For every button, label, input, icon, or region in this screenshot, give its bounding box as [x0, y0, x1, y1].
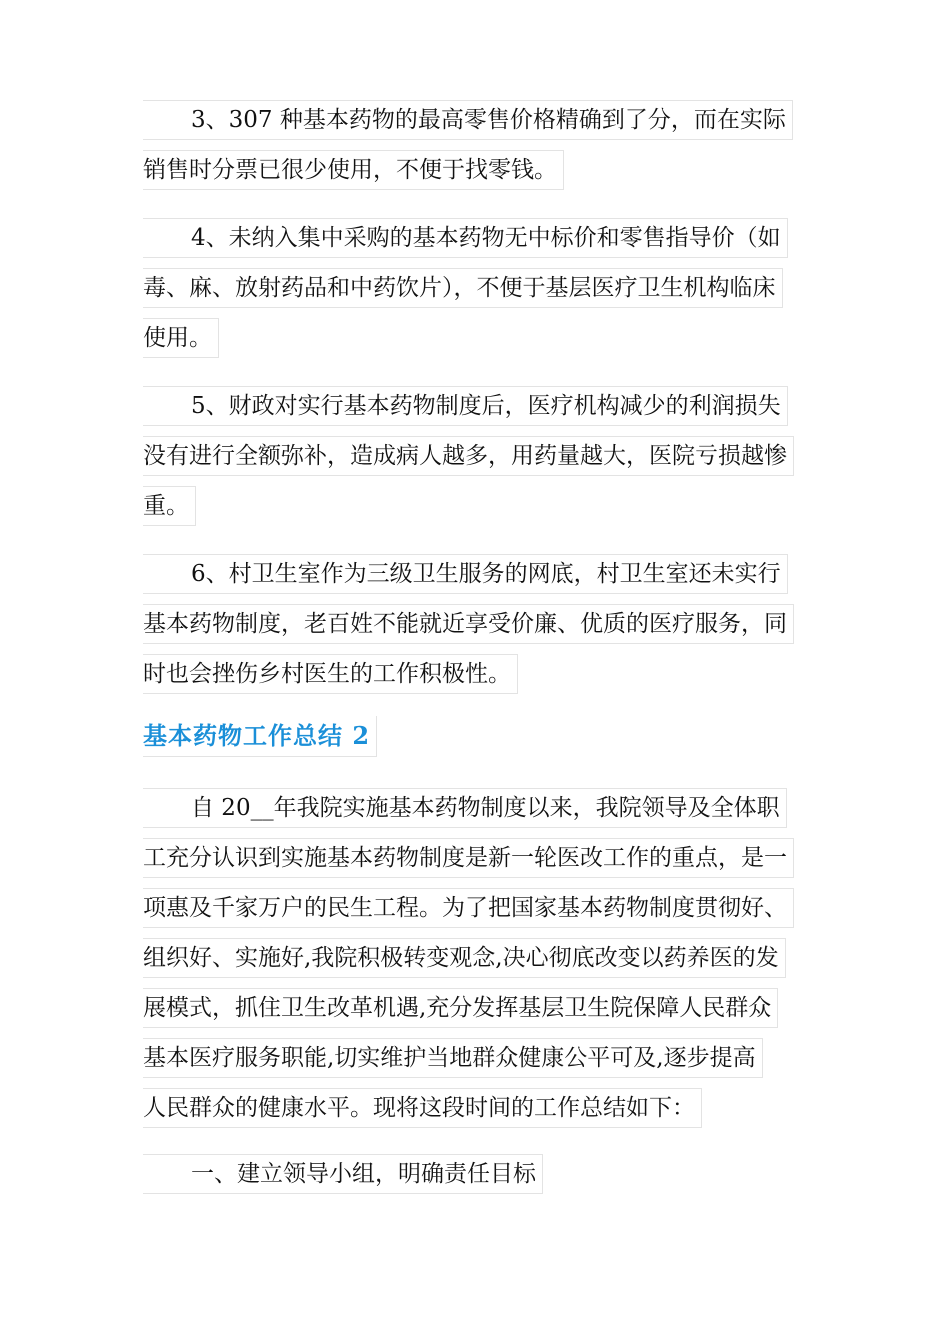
- paragraph-line: [143, 1032, 815, 1082]
- paragraph-line: [143, 882, 815, 932]
- line-text: 人民群众的健康水平。现将这段时间的工作总结如下：: [143, 1088, 702, 1128]
- line-text: 重。: [143, 486, 196, 526]
- line-text: 工充分认识到实施基本药物制度是新一轮医改工作的重点，是一: [143, 838, 794, 878]
- line-text: 一、建立领导小组，明确责任目标: [143, 1154, 543, 1194]
- paragraph-line: [143, 1082, 815, 1132]
- paragraph-line: [143, 430, 815, 480]
- line-text: 组织好、实施好,我院积极转变观念,决心彻底改变以药养医的发: [143, 938, 786, 978]
- paragraph-line: [143, 982, 815, 1032]
- paragraph-line: [143, 480, 815, 530]
- heading-text: 基本药物工作总结 2: [143, 716, 377, 757]
- paragraph-line: [143, 380, 815, 430]
- paragraph-line: [143, 1148, 815, 1198]
- paragraph-line: [143, 648, 815, 698]
- line-text: 没有进行全额弥补，造成病人越多，用药量越大，医院亏损越惨: [143, 436, 794, 476]
- line-text: 4、未纳入集中采购的基本药物无中标价和零售指导价（如: [143, 218, 788, 258]
- line-text: 时也会挫伤乡村医生的工作积极性。: [143, 654, 518, 694]
- line-text: 自 20__年我院实施基本药物制度以来，我院领导及全体职: [143, 788, 787, 828]
- line-text: 毒、麻、放射药品和中药饮片），不便于基层医疗卫生机构临床: [143, 268, 783, 308]
- line-text: 基本药物制度，老百姓不能就近享受价廉、优质的医疗服务，同: [143, 604, 794, 644]
- line-text: 项惠及千家万户的民生工程。为了把国家基本药物制度贯彻好、: [143, 888, 794, 928]
- paragraph-line: [143, 598, 815, 648]
- line-text: 销售时分票已很少使用，不便于找零钱。: [143, 150, 564, 190]
- paragraph-line: [143, 212, 815, 262]
- paragraph-line: [143, 312, 815, 362]
- paragraph-item-4: [143, 212, 815, 362]
- line-text: 6、村卫生室作为三级卫生服务的网底，村卫生室还未实行: [143, 554, 788, 594]
- paragraph-item-3: [143, 94, 815, 194]
- paragraph-line: [143, 782, 815, 832]
- paragraph-line: [143, 94, 815, 144]
- section-heading: [143, 716, 377, 757]
- paragraph-item-6: [143, 548, 815, 698]
- line-text: 展模式，抓住卫生改革机遇,充分发挥基层卫生院保障人民群众: [143, 988, 778, 1028]
- paragraph-line: [143, 144, 815, 194]
- paragraph-line: [143, 932, 815, 982]
- paragraph-line: [143, 262, 815, 312]
- line-text: 3、307 种基本药物的最高零售价格精确到了分，而在实际: [143, 100, 793, 140]
- paragraph-section-one: [143, 1148, 815, 1198]
- paragraph-line: [143, 548, 815, 598]
- paragraph-intro: [143, 782, 815, 1132]
- paragraph-item-5: [143, 380, 815, 530]
- paragraph-line: [143, 832, 815, 882]
- line-text: 5、财政对实行基本药物制度后，医疗机构减少的利润损失: [143, 386, 788, 426]
- line-text: 基本医疗服务职能,切实维护当地群众健康公平可及,逐步提高: [143, 1038, 763, 1078]
- line-text: 使用。: [143, 318, 219, 358]
